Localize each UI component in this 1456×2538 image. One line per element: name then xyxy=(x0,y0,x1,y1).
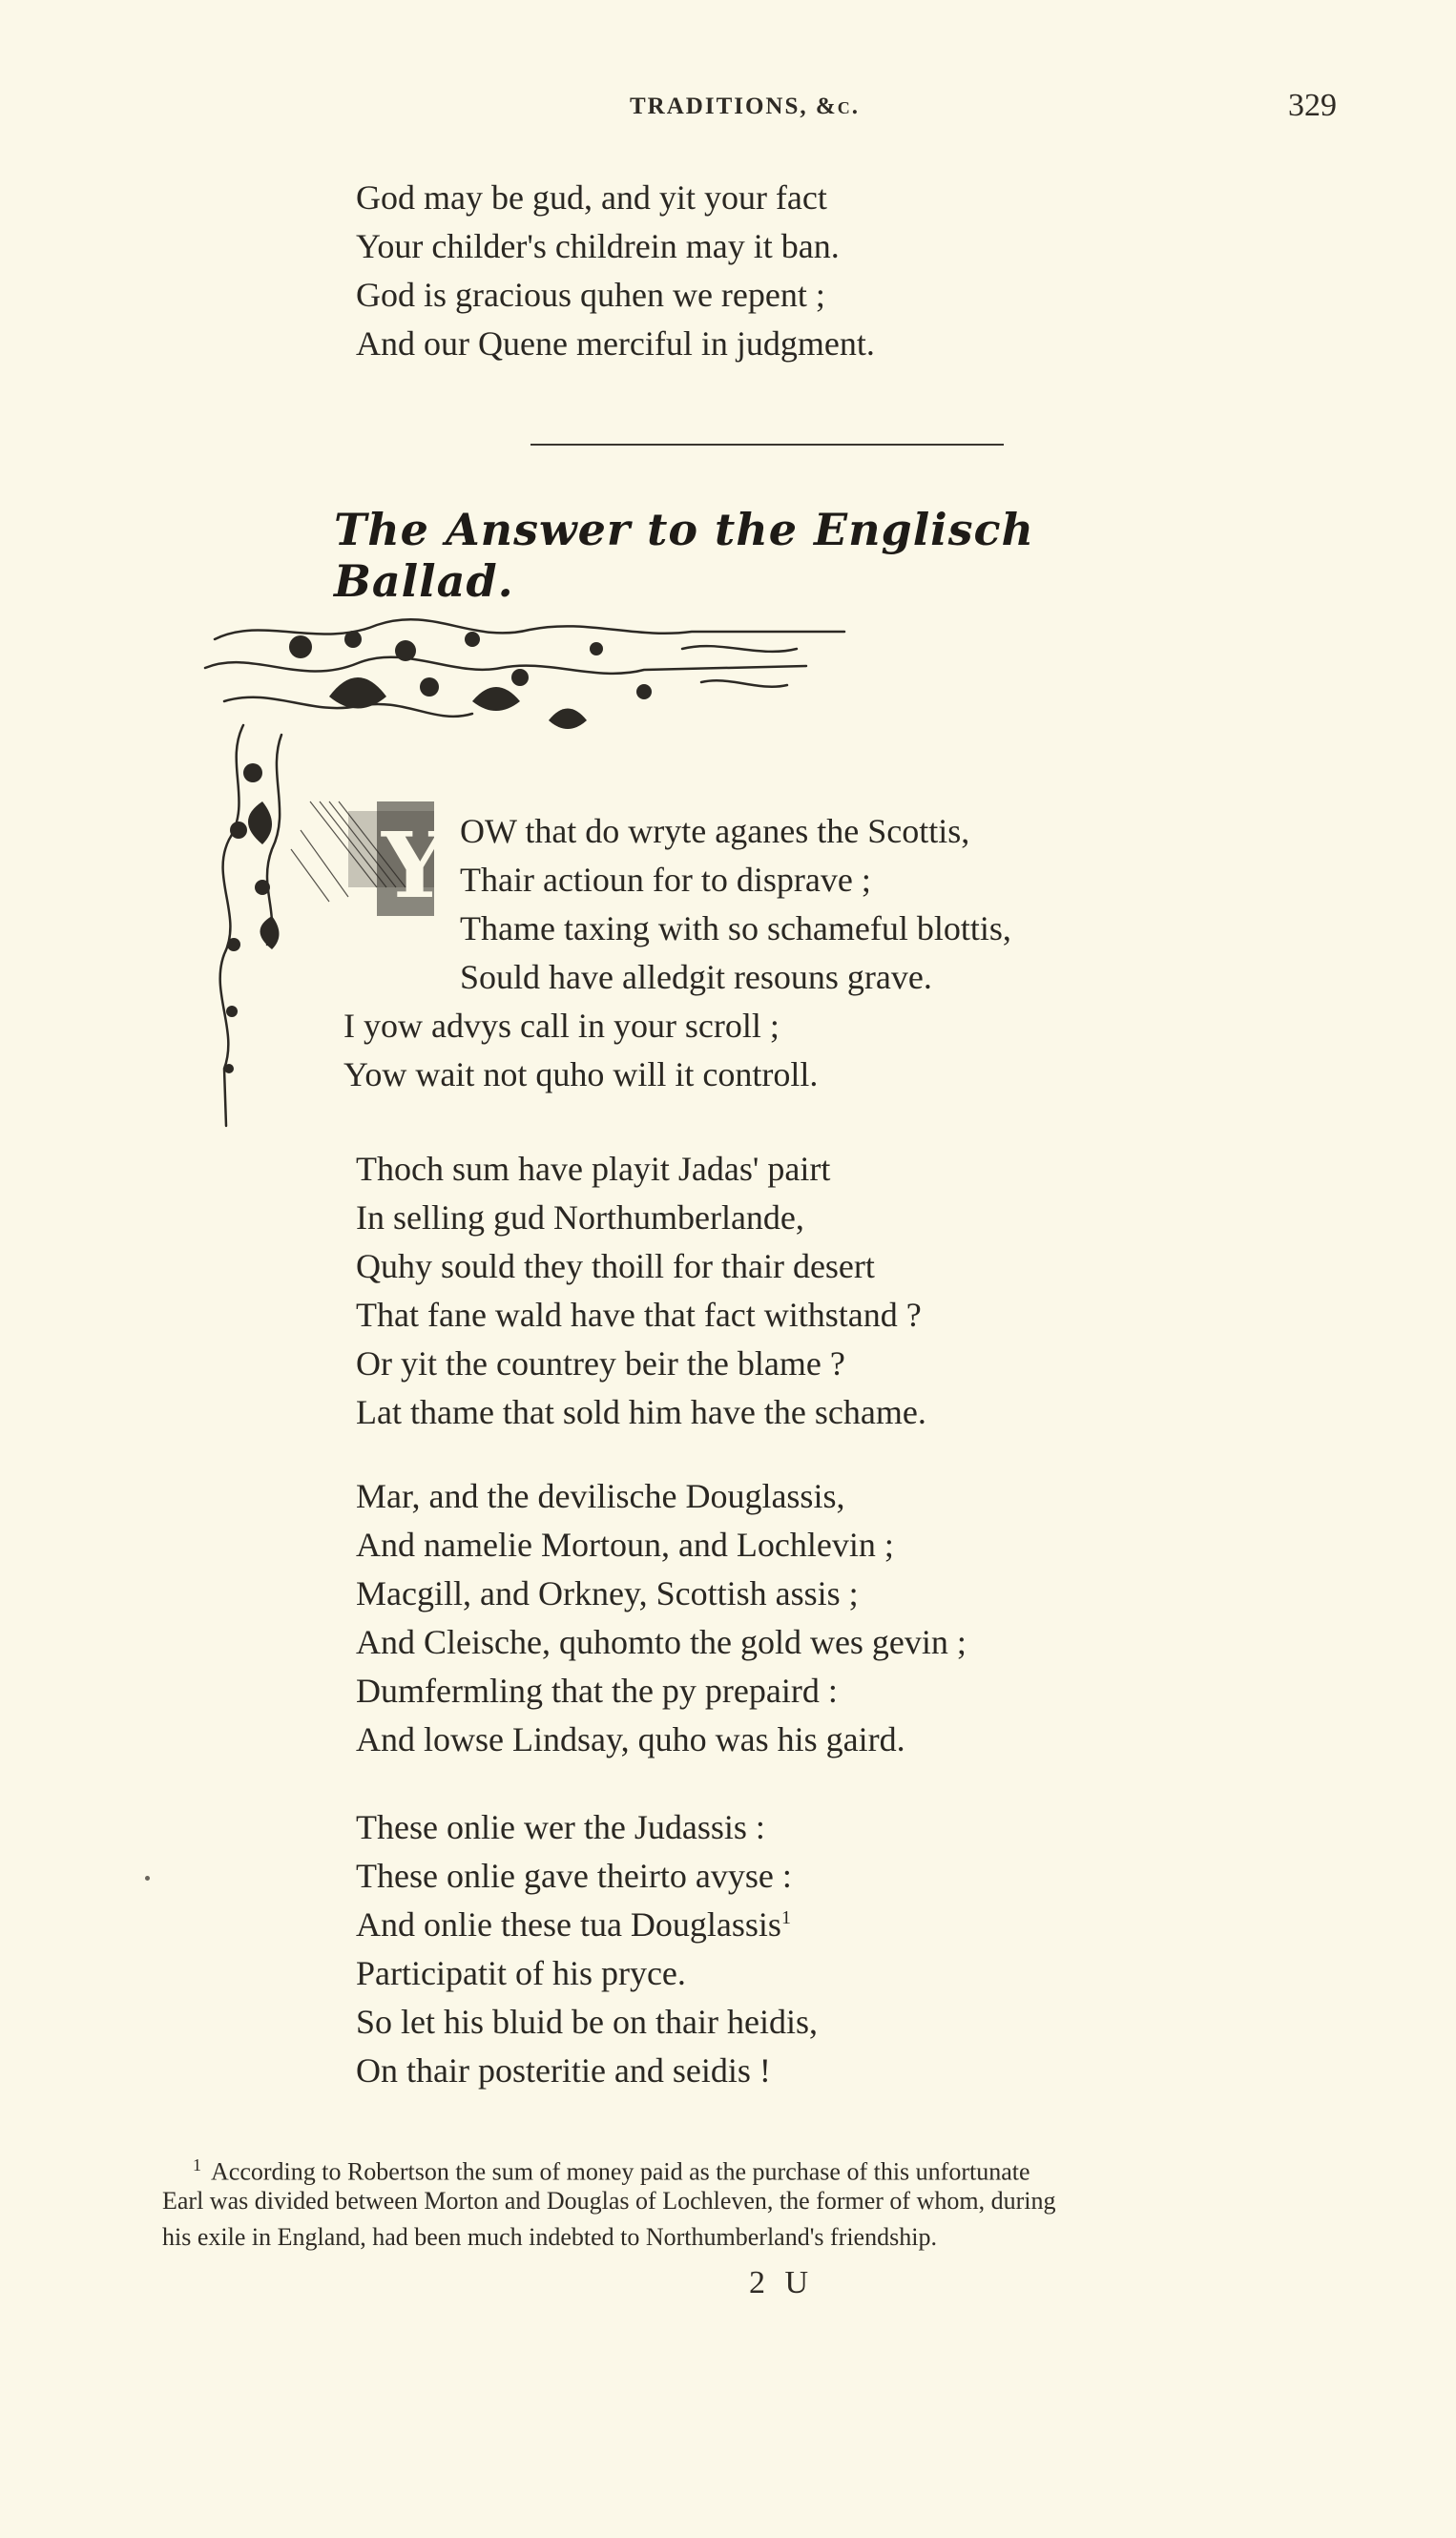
verse-line: That fane wald have that fact withstand ? xyxy=(356,1296,922,1334)
running-title: TRADITIONS, &c. xyxy=(630,94,860,119)
verse-line: Quhy sould they thoill for thair desert xyxy=(356,1247,875,1285)
verse-line: And namelie Mortoun, and Lochlevin ; xyxy=(356,1526,894,1564)
verse-line: And lowse Lindsay, quho was his gaird. xyxy=(356,1720,905,1758)
verse-line: In selling gud Northumberlande, xyxy=(356,1198,804,1237)
verse-line: Sould have alledgit resouns grave. xyxy=(460,958,932,996)
verse-line: Dumfermling that the py prepaird : xyxy=(356,1672,838,1710)
verse-line: So let his bluid be on thair heidis, xyxy=(356,2003,818,2041)
verse-line: On thair posteritie and seidis ! xyxy=(356,2051,771,2090)
stanza-4 xyxy=(356,1803,818,2095)
verse-line: Thame taxing with so schameful blottis, xyxy=(460,909,1011,947)
signature-mark: 2 U xyxy=(749,2265,815,2300)
verse-line: I yow advys call in your scroll ; xyxy=(343,1007,780,1045)
footnote xyxy=(162,2147,1355,2256)
section-divider xyxy=(530,444,1004,446)
footnote-mark: 1 xyxy=(193,2155,201,2174)
footnote-line xyxy=(162,2147,1355,2186)
verse-line: These onlie gave theirto avyse : xyxy=(356,1857,792,1895)
verse-line: Macgill, and Orkney, Scottish assis ; xyxy=(356,1574,859,1612)
page-number: 329 xyxy=(1288,88,1337,123)
drop-cap: Y xyxy=(382,813,447,919)
verse-line: Thair actioun for to disprave ; xyxy=(460,861,871,899)
footnote-line: his exile in England, had been much indebted to Northumberland's friendship. xyxy=(162,2223,937,2251)
verse-line: God is gracious quhen we repent ; xyxy=(356,276,825,314)
footnote-reference[interactable]: 1 xyxy=(780,1907,791,1928)
stanza-1 xyxy=(343,807,1011,1099)
verse-line xyxy=(356,1901,818,1949)
printer-speck xyxy=(145,1876,150,1881)
verse-line: Participatit of his pryce. xyxy=(356,1954,686,1992)
verse-line: And our Quene merciful in judgment. xyxy=(356,324,875,363)
verse-text: And onlie these tua Douglassis xyxy=(356,1905,781,1944)
verse-line: OW that do wryte aganes the Scottis, xyxy=(460,812,970,850)
stanza-top xyxy=(356,174,875,368)
verse-line: Thoch sum have playit Jadas' pairt xyxy=(356,1150,831,1188)
stanza-3 xyxy=(356,1472,967,1764)
verse-line: Mar, and the devilische Douglassis, xyxy=(356,1477,845,1515)
stanza-2 xyxy=(356,1145,926,1437)
verse-line: Yow wait not quho will it controll. xyxy=(343,1055,819,1093)
running-head xyxy=(0,88,1456,132)
verse-line: These onlie wer the Judassis : xyxy=(356,1808,765,1846)
verse-line: And Cleische, quhomto the gold wes gevin ; xyxy=(356,1623,967,1661)
verse-line: Your childer's childrein may it ban. xyxy=(356,227,840,265)
footnote-line: Earl was divided between Morton and Douglas of Lochleven, the former of whom, during xyxy=(162,2187,1056,2215)
verse-line: Or yit the countrey beir the blame ? xyxy=(356,1344,845,1383)
verse-line: Lat thame that sold him have the schame. xyxy=(356,1393,926,1431)
footnote-text: According to Robertson the sum of money paid as the purchase of this unfortunate xyxy=(211,2157,1030,2186)
verse-line: God may be gud, and yit your fact xyxy=(356,178,827,217)
ballad-title: The Answer to the Englisch Ballad. xyxy=(334,504,1034,607)
